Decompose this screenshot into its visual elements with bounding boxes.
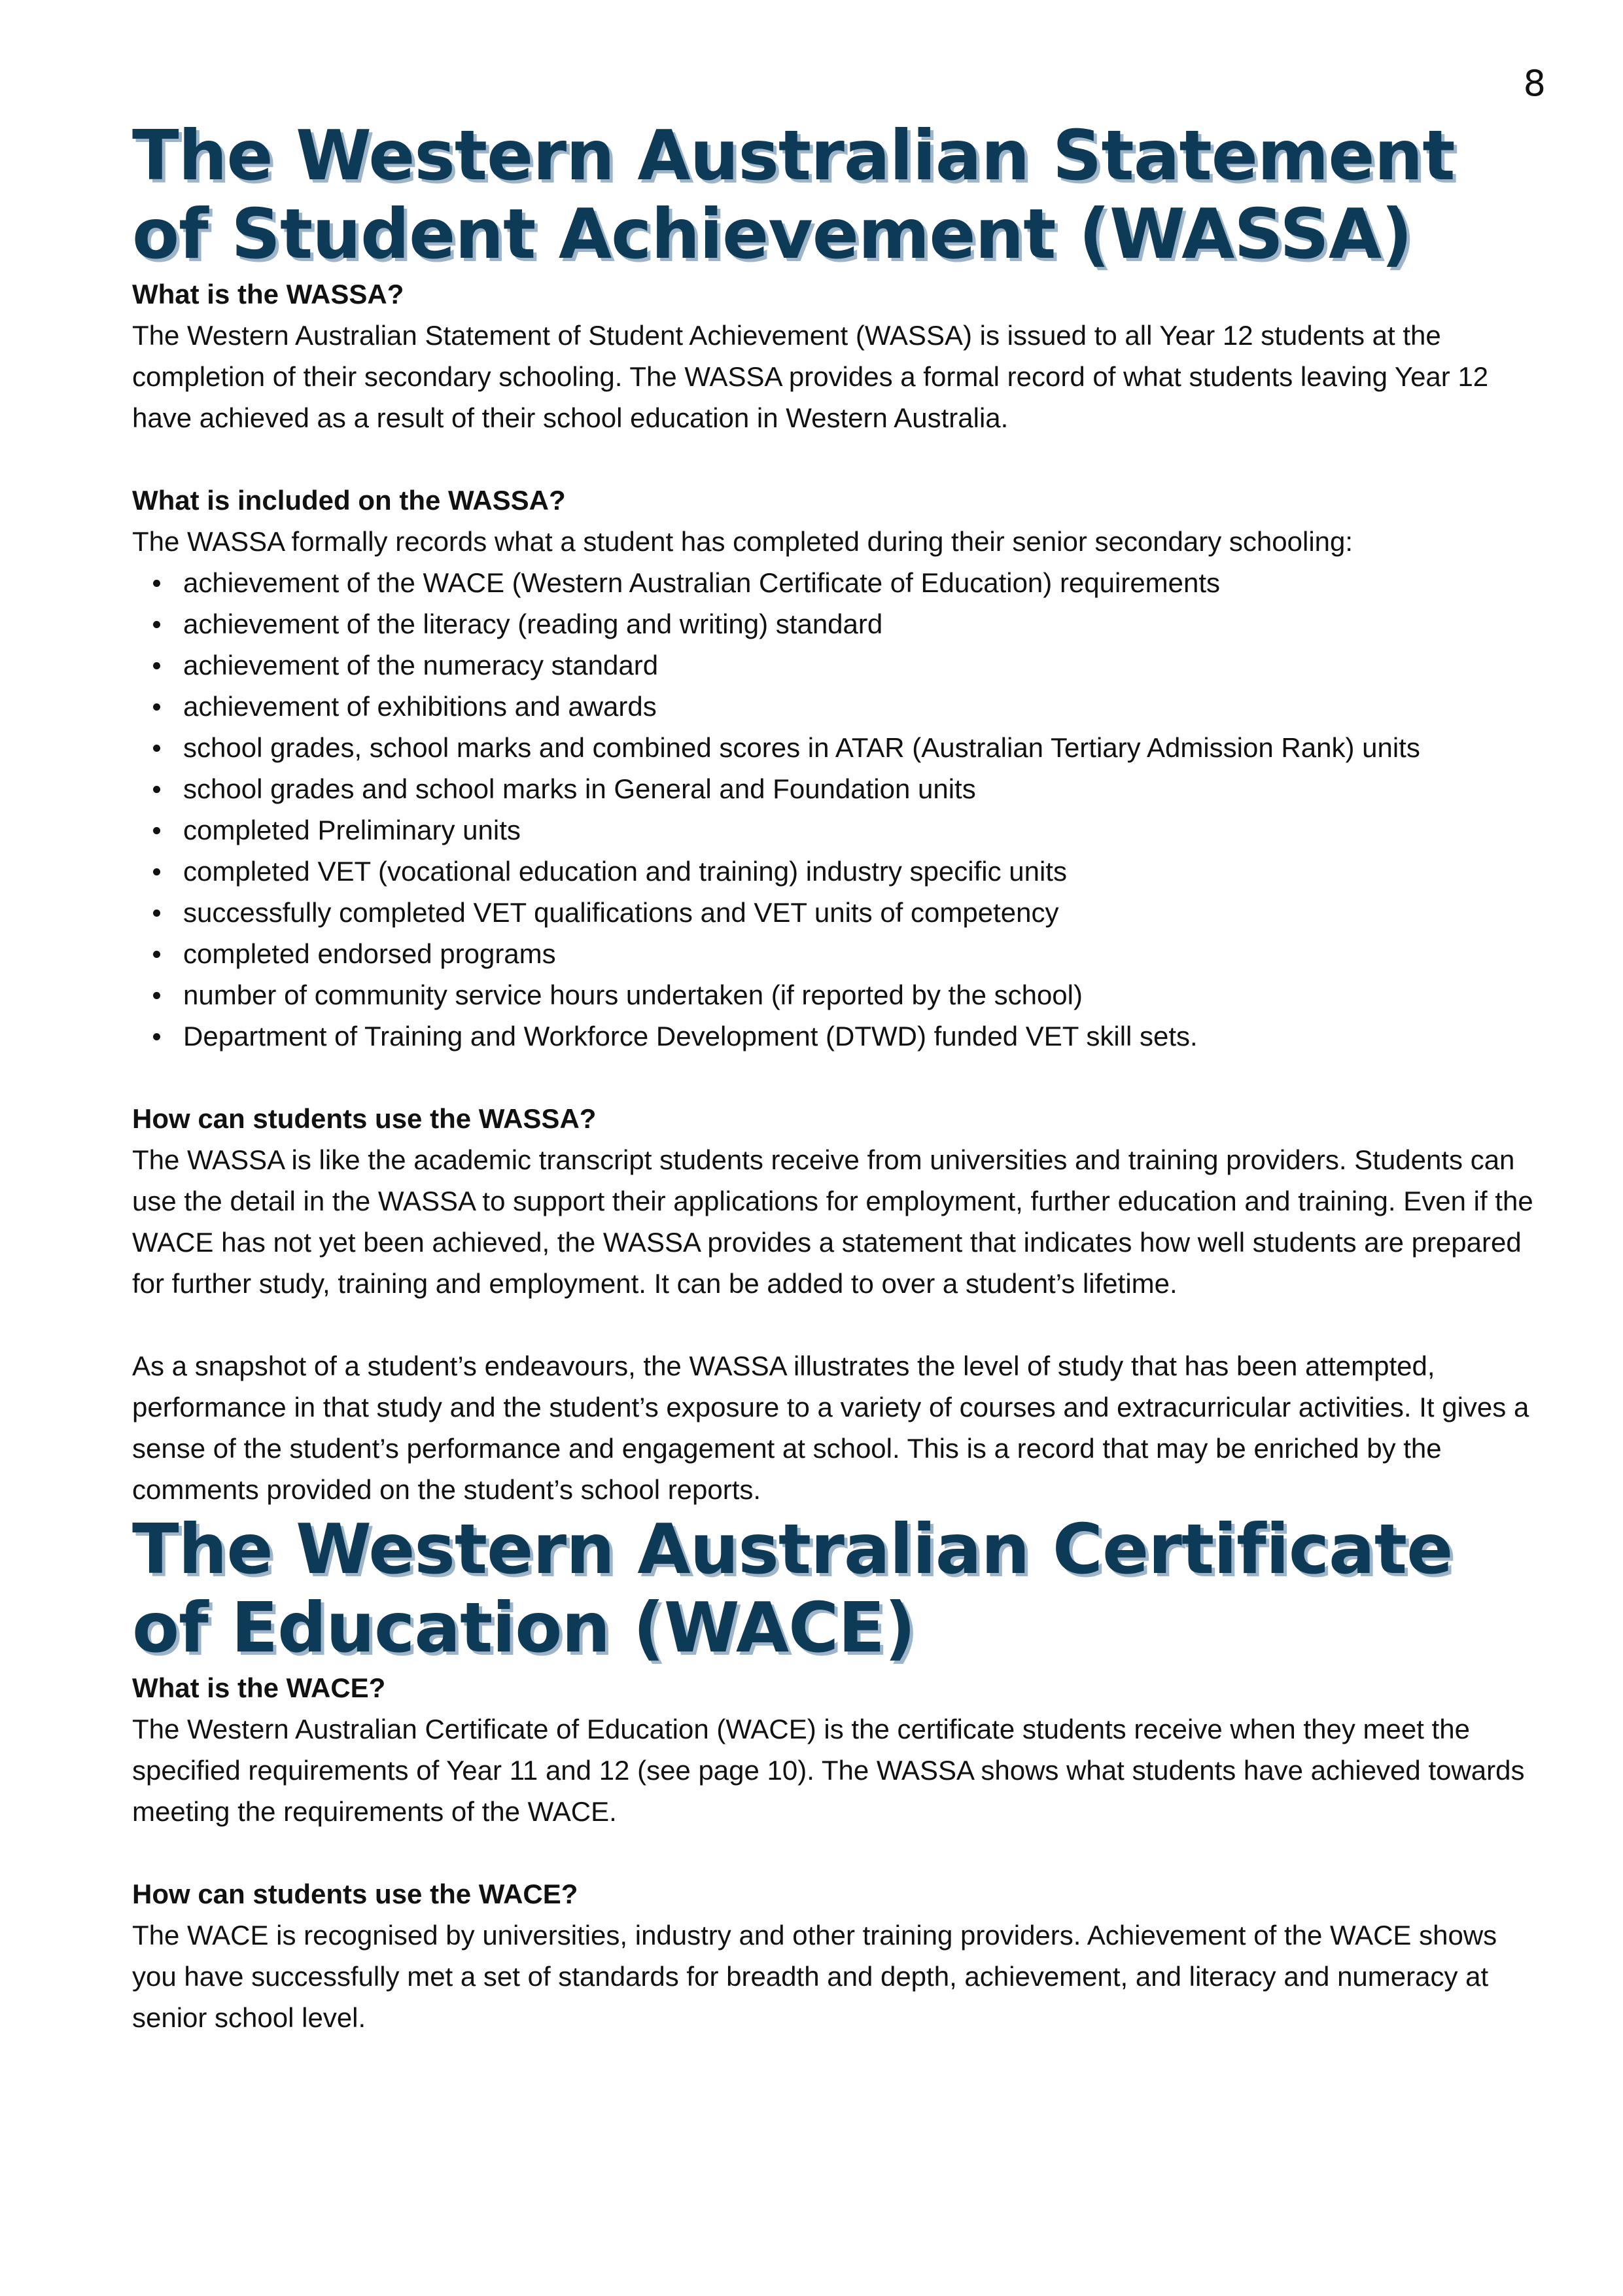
list-item: number of community service hours undertaken (if reported by the school) — [132, 974, 1539, 1016]
wassa-use-body: The WASSA is like the academic transcript students receive from universities and training providers. Students can use the detail in the WASSA to support their applications for employment, further education and training. Even if the WACE has not yet been achieved, the WASSA provides a statement that indicates how well students are prepared for further study, training and employment. It can be added to over a student’s lifetime. — [132, 1144, 1533, 1299]
list-item: achievement of the numeracy standard — [132, 645, 1539, 686]
page-number: 8 — [1523, 63, 1546, 104]
wassa-snapshot-section — [132, 1345, 1539, 1510]
wace-what-is-body: The Western Australian Certificate of Education (WACE) is the certificate students receive when they meet the specified requirements of Year 11 and 12 (see page 10). The WASSA shows what students have achieved towards meeting the requirements of the WACE. — [132, 1714, 1525, 1827]
wace-what-is-section — [132, 1667, 1539, 1832]
list-item: Department of Training and Workforce Development (DTWD) funded VET skill sets. — [132, 1016, 1539, 1057]
wace-title — [132, 1510, 1539, 1667]
wace-use-heading: How can students use the WACE? — [132, 1879, 578, 1909]
wace-use-body: The WACE is recognised by universities, industry and other training providers. Achievement of the WACE shows you have successfully met a set of standards for breadth and depth, achievement, and literacy and numeracy at senior school level. — [132, 1920, 1497, 2033]
list-item: school grades and school marks in General and Foundation units — [132, 768, 1539, 809]
wassa-title — [132, 116, 1539, 274]
wassa-title-line2: of Student Achievement (WASSA) — [132, 194, 1412, 274]
wace-title-line1: The Western Australian Certificate — [132, 1510, 1453, 1589]
wace-what-is-heading: What is the WACE? — [132, 1672, 386, 1703]
list-item: achievement of exhibitions and awards — [132, 686, 1539, 727]
wace-use-section — [132, 1873, 1539, 2038]
wace-title-line2: of Education (WACE) — [132, 1588, 915, 1668]
wassa-use-heading: How can students use the WASSA? — [132, 1103, 597, 1134]
wassa-what-is-body: The Western Australian Statement of Student Achievement (WASSA) is issued to all Year 12 students at the completion of their secondary schooling. The WASSA provides a formal record of what students leaving Year 12 have achieved as a result of their school education in Western Australia. — [132, 320, 1489, 433]
list-item: completed endorsed programs — [132, 933, 1539, 974]
list-item: school grades, school marks and combined scores in ATAR (Australian Tertiary Admission Rank) units — [132, 727, 1539, 768]
page-content — [132, 116, 1539, 2038]
wassa-what-is-heading: What is the WASSA? — [132, 279, 404, 309]
wassa-included-heading: What is included on the WASSA? — [132, 485, 566, 516]
wassa-included-section — [132, 480, 1539, 1057]
list-item: achievement of the WACE (Western Australian Certificate of Education) requirements — [132, 562, 1539, 603]
list-item: completed Preliminary units — [132, 809, 1539, 851]
wassa-included-list — [132, 562, 1539, 1057]
list-item: successfully completed VET qualifications and VET units of competency — [132, 892, 1539, 933]
wassa-title-line1: The Western Australian Statement — [132, 116, 1455, 196]
list-item: completed VET (vocational education and training) industry specific units — [132, 851, 1539, 892]
wassa-snapshot-body: As a snapshot of a student’s endeavours, the WASSA illustrates the level of study that has been attempted, performance in that study and the student’s exposure to a variety of courses and extracurricular activities. It gives a sense of the student’s performance and engagement at school. This is a record that may be enriched by the comments provided on the student’s school reports. — [132, 1351, 1529, 1505]
wassa-what-is-section — [132, 274, 1539, 438]
wassa-use-section — [132, 1098, 1539, 1304]
list-item: achievement of the literacy (reading and writing) standard — [132, 603, 1539, 645]
wassa-included-intro: The WASSA formally records what a student has completed during their senior secondary schooling: — [132, 526, 1353, 557]
